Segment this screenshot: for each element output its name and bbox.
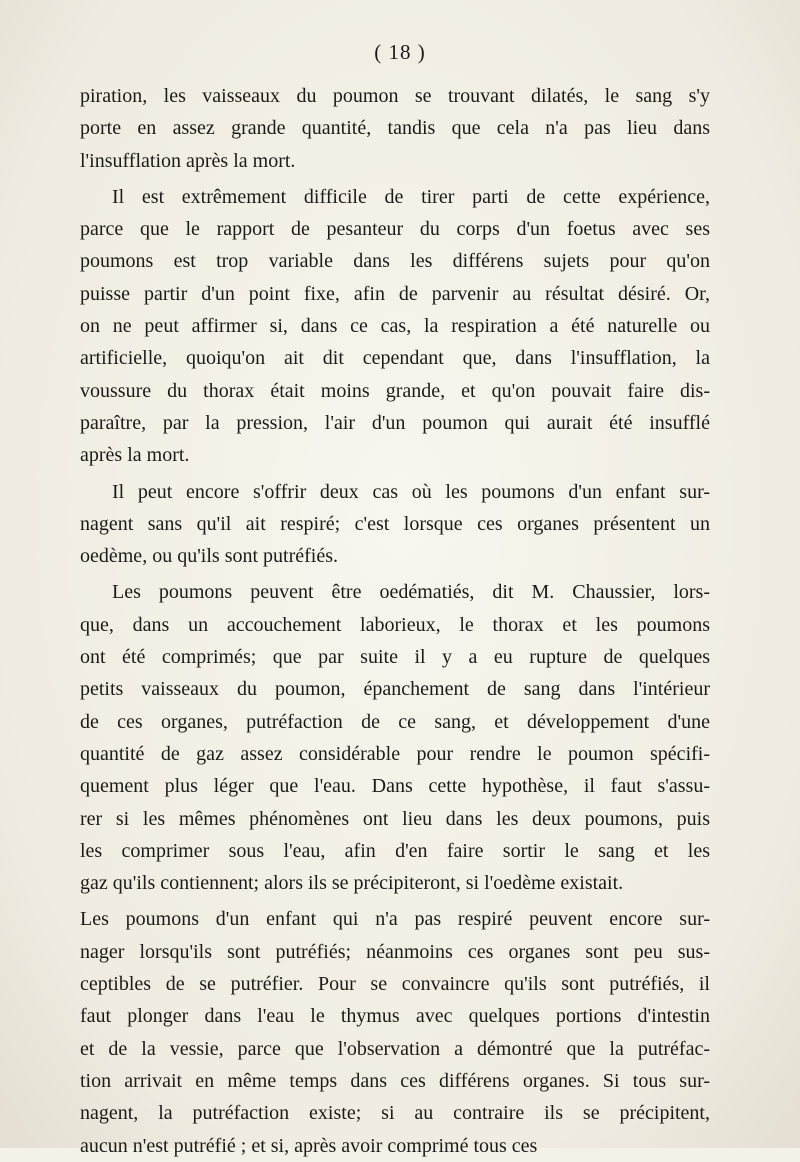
text-line: on ne peut affirmer si, dans ce cas, la respiration a été naturelle ou: [80, 315, 710, 338]
body-text: [80, 80, 710, 1162]
text-line: voussure du thorax était moins grande, et qu'on pouvait faire dis-: [80, 379, 710, 402]
text-line: Les poumons peuvent être oedématiés, dit M. Chaussier, lors-: [112, 581, 710, 604]
text-line: puisse partir d'un point fixe, afin de parvenir au résultat désiré. Or,: [80, 282, 710, 305]
page-number: ( 18 ): [374, 40, 426, 64]
text-line: oedème, ou qu'ils sont putréfiés.: [80, 545, 338, 568]
paragraph: [80, 80, 710, 177]
text-line: quement plus léger que l'eau. Dans cette hypothèse, il faut s'assu-: [80, 775, 710, 798]
text-line: poumons est trop variable dans les différens sujets pour qu'on: [80, 250, 710, 273]
text-line: ceptibles de se putréfier. Pour se convaincre qu'ils sont putréfiés, il: [80, 973, 710, 996]
text-line: porte en assez grande quantité, tandis que cela n'a pas lieu dans: [80, 117, 710, 140]
text-line: artificielle, quoiqu'on ait dit cependant que, dans l'insufflation, la: [80, 347, 710, 370]
text-line: l'insufflation après la mort.: [80, 149, 296, 172]
paragraph: [80, 903, 710, 1161]
text-line: les comprimer sous l'eau, afin d'en faire sortir le sang et les: [80, 839, 710, 862]
text-line: nagent, la putréfaction existe; si au contraire ils se précipitent,: [80, 1102, 710, 1125]
text-line: quantité de gaz assez considérable pour rendre le poumon spécifi-: [80, 742, 710, 765]
text-line: rer si les mêmes phénomènes ont lieu dans les deux poumons, puis: [80, 807, 710, 830]
text-line: ont été comprimés; que par suite il y a eu rupture de quelques: [80, 646, 710, 669]
paragraph: [80, 576, 710, 899]
text-line: faut plonger dans l'eau le thymus avec quelques portions d'intestin: [80, 1005, 710, 1028]
paragraph: [80, 181, 710, 472]
text-line: paraître, par la pression, l'air d'un poumon qui aurait été insufflé: [80, 411, 710, 434]
text-line: nagent sans qu'il ait respiré; c'est lorsque ces organes présentent un: [80, 512, 710, 535]
text-line: aucun n'est putréfié ; et si, après avoir comprimé tous ces: [80, 1134, 538, 1157]
paragraph: [80, 476, 710, 573]
text-line: et de la vessie, parce que l'observation a démontré que la putréfac-: [80, 1037, 710, 1060]
text-line: parce que le rapport de pesanteur du corps d'un foetus avec ses: [80, 218, 710, 241]
text-line: Il peut encore s'offrir deux cas où les poumons d'un enfant sur-: [112, 480, 710, 503]
text-line: Les poumons d'un enfant qui n'a pas respiré peuvent encore sur-: [80, 908, 710, 931]
text-line: Il est extrêmement difficile de tirer parti de cette expérience,: [112, 185, 710, 208]
text-line: que, dans un accouchement laborieux, le thorax et les poumons: [80, 613, 710, 636]
text-line: piration, les vaisseaux du poumon se trouvant dilatés, le sang s'y: [80, 85, 710, 107]
text-line: petits vaisseaux du poumon, épanchement de sang dans l'intérieur: [80, 678, 710, 701]
text-line: après la mort.: [80, 444, 190, 467]
text-line: de ces organes, putréfaction de ce sang, et développement d'une: [80, 710, 710, 733]
text-line: nager lorsqu'ils sont putréfiés; néanmoins ces organes sont peu sus-: [80, 940, 710, 963]
text-line: gaz qu'ils contiennent; alors ils se précipiteront, si l'oedème existait.: [80, 872, 624, 895]
text-line: tion arrivait en même temps dans ces différens organes. Si tous sur-: [80, 1069, 710, 1092]
